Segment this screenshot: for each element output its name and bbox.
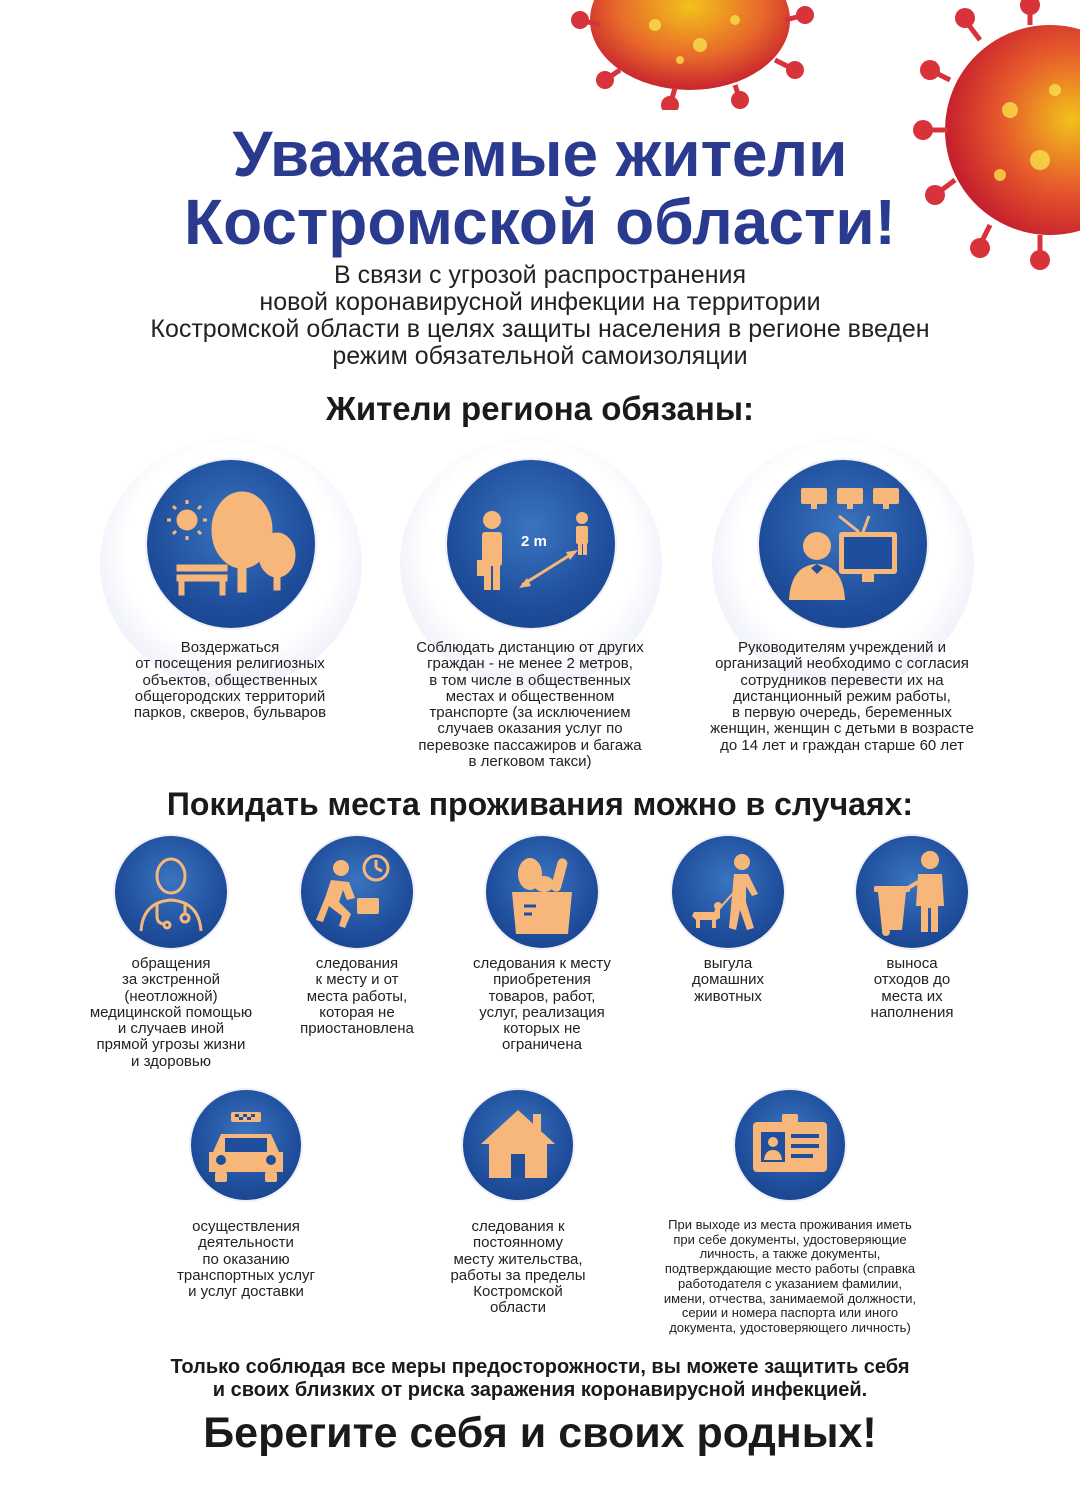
exception-caption-transport: осуществления деятельности по оказанию транспортных услуг и услуг доставки [177,1218,315,1301]
intro-line1: В связи с угрозой распространения [333,261,747,289]
exception-caption-pets: выгула домашних животных [692,955,764,1005]
taxi-icon [191,1090,301,1200]
commute-clock-icon [301,836,413,948]
obligation-caption-3: Руководителям учреждений и организаций необходимо с согласия сотрудников перевести их на дистанционный режим работы, в первую очередь, беременных женщин, женщин с детьми в возрасте до 14 лет и граждан старше 60 лет [710,639,974,754]
exception-caption-documents: При выходе из места проживания иметь при себе документы, удостоверяющие личность, а также документы, подтверждающие место работы (справка работодателя с указанием фамилии, имени, отчества, занимаемой должности, серии и номера паспорта или иного документа, удостоверяющего личность) [663,1217,917,1335]
intro-line3: Костромской области в целях защиты населения в регионе введен [150,315,930,343]
footer-warning-line2: и своих близких от риска заражения коронавирусной инфекцией. [212,1379,868,1401]
doctor-icon [115,836,227,948]
exception-caption-shopping: следования к месту приобретения товаров, работ, услуг, реализация которых не ограничена [473,955,611,1054]
distance-2m-icon [447,460,615,628]
footer-warning-line1: Только соблюдая все меры предосторожности, вы можете защитить себя [170,1356,910,1378]
obligations-heading: Жители региона обязаны: [326,390,754,427]
page-title-line1: Уважаемые жители [232,118,848,190]
remote-work-icon [759,460,927,628]
virus-illustration-top [560,0,820,110]
dog-walk-icon [672,836,784,948]
grocery-bag-icon [486,836,598,948]
page-title-line2: Костромской области! [184,186,896,258]
intro-line4: режим обязательной самоизоляции [332,342,748,370]
park-bench-icon [147,460,315,628]
exceptions-heading: Покидать места проживания можно в случаях: [166,786,914,822]
exception-caption-medical: обращения за экстренной (неотложной) медицинской помощью и случаев иной прямой угрозы жизни и здоровью [89,955,253,1070]
distance-label: 2 m [521,533,547,550]
id-card-icon [735,1090,845,1200]
exception-caption-work: следования к месту и от места работы, которая не приостановлена [300,955,414,1038]
intro-line2: новой коронавирусной инфекции на территории [259,288,821,316]
trash-bin-icon [856,836,968,948]
home-icon [463,1090,573,1200]
obligation-caption-2: Соблюдать дистанцию от других граждан - не менее 2 метров, в том числе в общественных местах и общественном транспорте (за исключением случаев оказания услуг по перевозке пассажиров и багажа в легковом такси) [416,639,644,771]
exception-caption-home: следования к постоянному месту жительства, работы за пределы Костромской области [450,1218,586,1317]
footer-slogan: Берегите себя и своих родных! [203,1409,877,1457]
exception-caption-waste: выноса отходов до места их наполнения [870,955,954,1021]
obligation-caption-1: Воздержаться от посещения религиозных объектов, общественных общегородских территорий парков, скверов, бульваров [133,639,327,722]
